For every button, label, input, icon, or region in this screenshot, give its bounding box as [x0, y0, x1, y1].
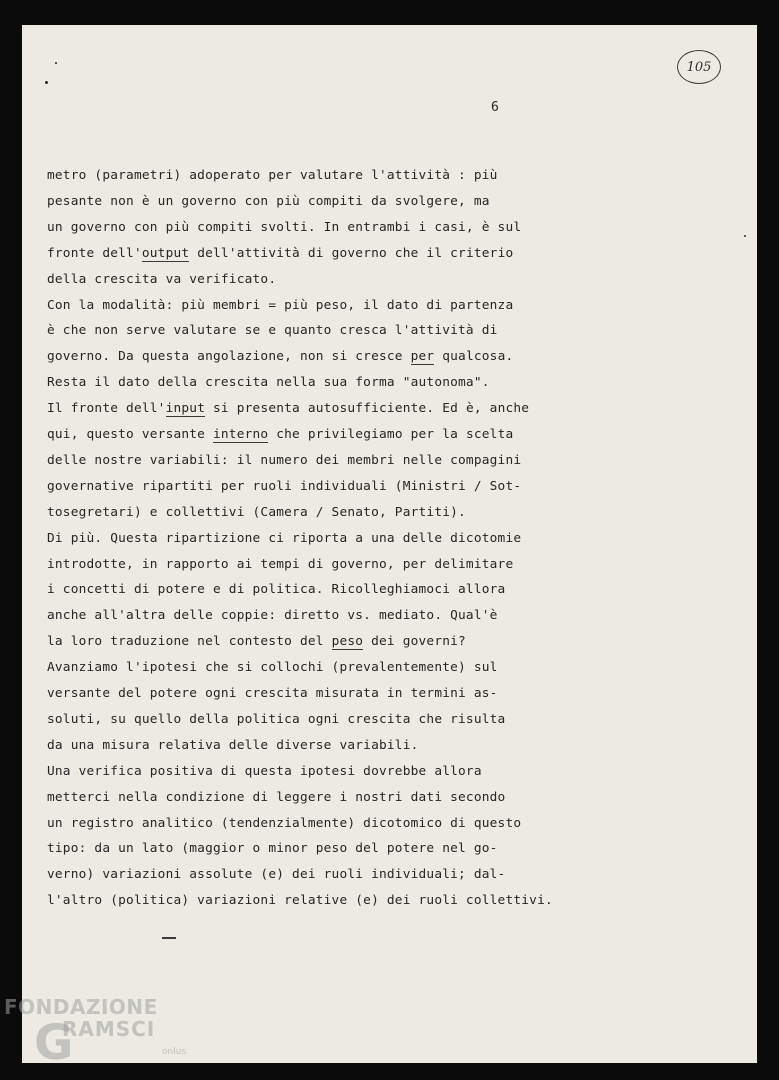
- text-line: [47, 349, 513, 364]
- pen-mark: [162, 937, 176, 939]
- ink-speck: [55, 62, 57, 64]
- text-segment: un governo con più compiti svolti. In entrambi i casi, è sul: [47, 219, 522, 235]
- text-segment: versante del potere ogni crescita misurata in termini as-: [47, 686, 498, 701]
- text-segment: verno) variazioni assolute (e) dei ruoli individuali; dal-: [47, 867, 506, 883]
- text-segment: governative ripartiti per ruoli individuali (Ministri / Sot-: [47, 478, 522, 494]
- underlined-word: peso: [331, 634, 364, 650]
- text-segment: Di più. Questa ripartizione ci riporta a una delle dicotomie: [47, 530, 522, 546]
- underlined-word: interno: [213, 427, 269, 442]
- underlined-word: per: [410, 349, 435, 365]
- document-page: [22, 25, 757, 1063]
- text-segment: Con la modalità: più membri = più peso, il dato di partenza: [47, 297, 514, 313]
- ink-speck: [45, 81, 48, 84]
- text-line: [47, 893, 553, 908]
- text-segment: i concetti di potere e di politica. Ricolleghiamoci allora: [47, 582, 506, 598]
- watermark-suffix: onlus: [162, 1047, 187, 1057]
- text-segment: Una verifica positiva di questa ipotesi dovrebbe allora: [47, 763, 482, 779]
- text-line: [47, 816, 521, 831]
- text-segment: metro (parametri) adoperato per valutare l'attività : più: [47, 168, 498, 183]
- text-segment: qualcosa.: [434, 349, 514, 365]
- text-line: [47, 660, 498, 675]
- text-line: [47, 375, 490, 390]
- text-segment: Il fronte dell': [47, 401, 166, 417]
- text-line: [47, 272, 276, 287]
- text-segment: si presenta autosufficiente. Ed è, anche: [205, 401, 530, 417]
- text-segment: un registro analitico (tendenzialmente) dicotomico di questo: [47, 815, 522, 831]
- watermark-line1: FONDAZIONE: [4, 995, 158, 1019]
- text-segment: l'altro (politica) variazioni relative (e) dei ruoli collettivi.: [47, 893, 553, 909]
- watermark-initial: G: [34, 1015, 74, 1065]
- text-line: [47, 427, 513, 442]
- text-line: [47, 505, 466, 520]
- underlined-word: input: [165, 401, 206, 417]
- text-segment: Avanziamo l'ipotesi che si collochi (prevalentemente) sul: [47, 660, 498, 676]
- text-line: [47, 764, 482, 779]
- text-line: [47, 608, 498, 623]
- text-segment: governo. Da questa angolazione, non si cresce: [47, 349, 411, 365]
- text-line: [47, 712, 505, 727]
- text-segment: introdotte, in rapporto ai tempi di governo, per delimitare: [47, 556, 514, 572]
- page-number: 6: [491, 100, 499, 115]
- text-line: [47, 634, 466, 649]
- archive-stamp: [677, 50, 721, 84]
- text-line: [47, 841, 498, 856]
- text-segment: tosegretari) e collettivi (Camera / Senato, Partiti).: [47, 504, 466, 520]
- ink-speck: [744, 235, 746, 237]
- text-segment: anche all'altra delle coppie: diretto vs. mediato. Qual'è: [47, 608, 498, 624]
- text-segment: tipo: da un lato (maggior o minor peso del potere nel go-: [47, 841, 498, 857]
- text-segment: è che non serve valutare se e quanto cresca l'attività di: [47, 323, 498, 339]
- text-line: [47, 194, 490, 209]
- text-line: [47, 168, 498, 183]
- text-segment: dei governi?: [363, 634, 466, 650]
- watermark-line2: RAMSCI: [62, 1017, 156, 1041]
- archive-stamp-number: 105: [686, 59, 712, 75]
- text-segment: da una misura relativa delle diverse variabili.: [47, 737, 419, 753]
- text-line: [47, 323, 498, 338]
- text-line: [47, 582, 505, 597]
- text-segment: qui, questo versante: [47, 427, 213, 442]
- text-line: [47, 867, 505, 882]
- text-segment: metterci nella condizione di leggere i nostri dati secondo: [47, 789, 506, 805]
- text-line: [47, 738, 419, 753]
- text-line: [47, 531, 521, 546]
- text-segment: delle nostre variabili: il numero dei membri nelle compagini: [47, 452, 522, 468]
- text-segment: Resta il dato della crescita nella sua forma "autonoma".: [47, 375, 490, 391]
- text-line: [47, 246, 513, 261]
- text-line: [47, 298, 513, 313]
- text-segment: che privilegiamo per la scelta: [268, 427, 514, 442]
- text-segment: pesante non è un governo con più compiti da svolgere, ma: [47, 193, 490, 209]
- text-segment: fronte dell': [47, 245, 142, 261]
- text-line: [47, 401, 529, 416]
- text-line: [47, 790, 505, 805]
- text-segment: della crescita va verificato.: [47, 271, 277, 287]
- text-line: [47, 686, 498, 701]
- text-line: [47, 557, 513, 572]
- text-line: [47, 453, 521, 468]
- text-segment: soluti, su quello della politica ogni crescita che risulta: [47, 711, 506, 727]
- text-line: [47, 220, 521, 235]
- text-line: [47, 479, 521, 494]
- fondazione-gramsci-watermark: [4, 995, 204, 1075]
- underlined-word: output: [141, 245, 190, 261]
- text-segment: dell'attività di governo che il criterio: [189, 245, 514, 261]
- text-segment: la loro traduzione nel contesto del: [47, 634, 332, 650]
